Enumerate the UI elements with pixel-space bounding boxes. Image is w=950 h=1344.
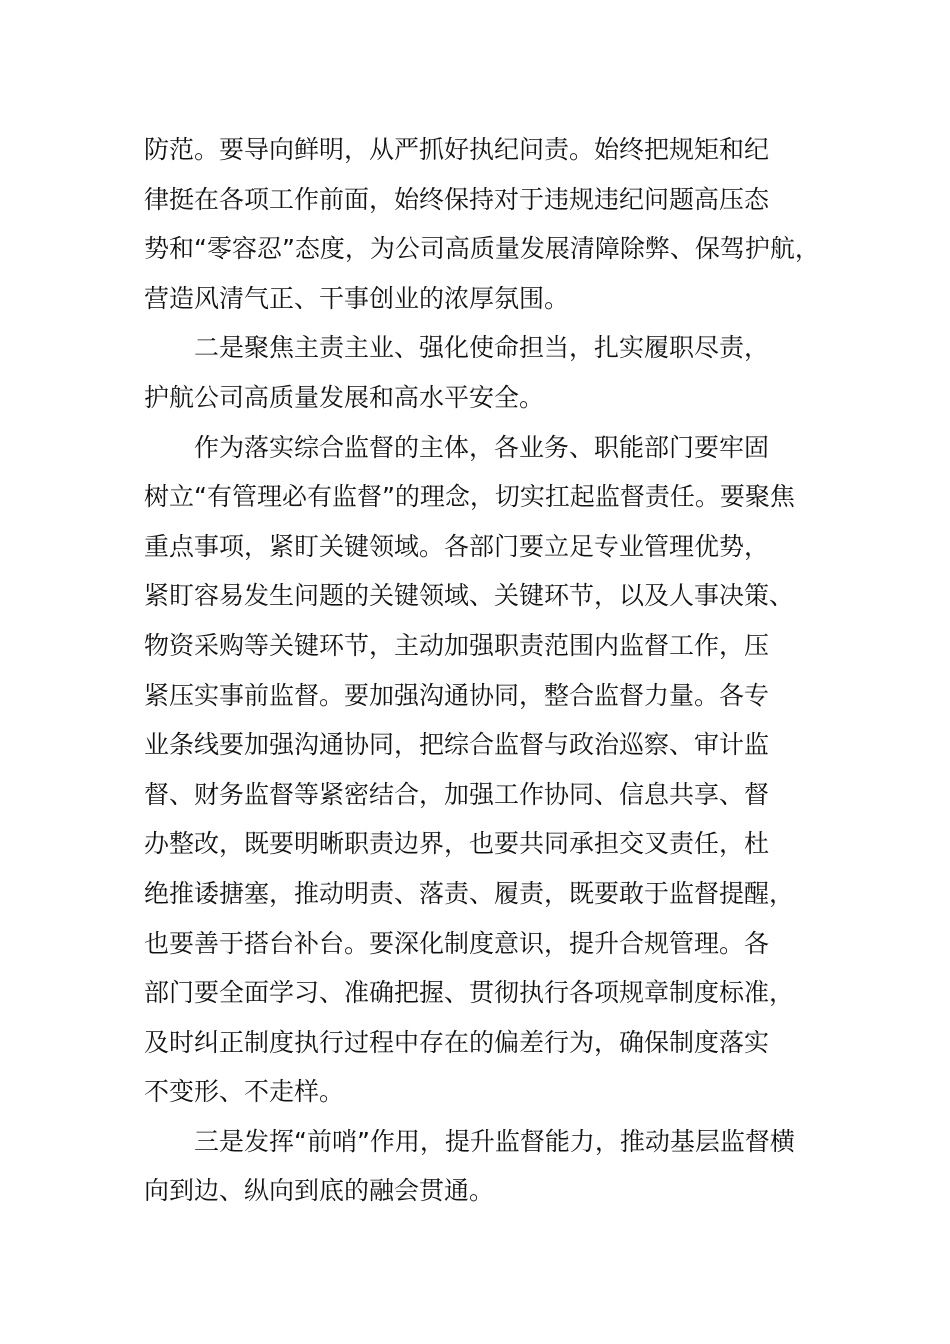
- text-line: 势和“零容忍”态度，为公司高质量发展清障除弊、保驾护航，: [144, 234, 820, 264]
- text-line: 绝推诿搪塞，推动明责、落责、履责，既要敢于监督提醒，: [144, 878, 795, 908]
- text-line: 办整改，既要明晰职责边界，也要共同承担交叉责任，杜: [144, 829, 770, 859]
- paragraph-first-line: 二是聚焦主责主业、强化使命担当，扎实履职尽责，: [194, 333, 770, 363]
- text-line: 重点事项，紧盯关键领域。各部门要立足专业管理优势，: [144, 531, 770, 561]
- text-line: 营造风清气正、干事创业的浓厚氛围。: [144, 283, 570, 313]
- text-line: 向到边、纵向到底的融会贯通。: [144, 1176, 495, 1206]
- text-line: 紧盯容易发生问题的关键领域、关键环节，以及人事决策、: [144, 581, 795, 611]
- text-line: 律挺在各项工作前面，始终保持对于违规违纪问题高压态: [144, 184, 770, 214]
- text-line: 不变形、不走样。: [144, 1077, 345, 1107]
- paragraph-first-line: 三是发挥“前哨”作用，提升监督能力，推动基层监督横: [194, 1126, 795, 1156]
- text-line: 防范。要导向鲜明，从严抓好执纪问责。始终把规矩和纪: [144, 135, 770, 164]
- text-line: 督、财务监督等紧密结合，加强工作协同、信息共享、督: [144, 779, 770, 809]
- paragraph-first-line: 作为落实综合监督的主体，各业务、职能部门要牢固: [194, 432, 770, 462]
- text-line: 树立“有管理必有监督”的理念，切实扛起监督责任。要聚焦: [144, 482, 795, 512]
- text-line: 部门要全面学习、准确把握、贯彻执行各项规章制度标准，: [144, 978, 795, 1008]
- text-line: 业条线要加强沟通协同，把综合监督与政治巡察、审计监: [144, 730, 770, 760]
- text-line: 紧压实事前监督。要加强沟通协同，整合监督力量。各专: [144, 680, 770, 710]
- text-line: 物资采购等关键环节，主动加强职责范围内监督工作，压: [144, 630, 770, 660]
- text-line: 护航公司高质量发展和高水平安全。: [144, 382, 545, 412]
- body-text: [144, 125, 864, 1216]
- text-line: 也要善于搭台补台。要深化制度意识，提升合规管理。各: [144, 928, 770, 958]
- text-line: 及时纠正制度执行过程中存在的偏差行为，确保制度落实: [144, 1027, 770, 1057]
